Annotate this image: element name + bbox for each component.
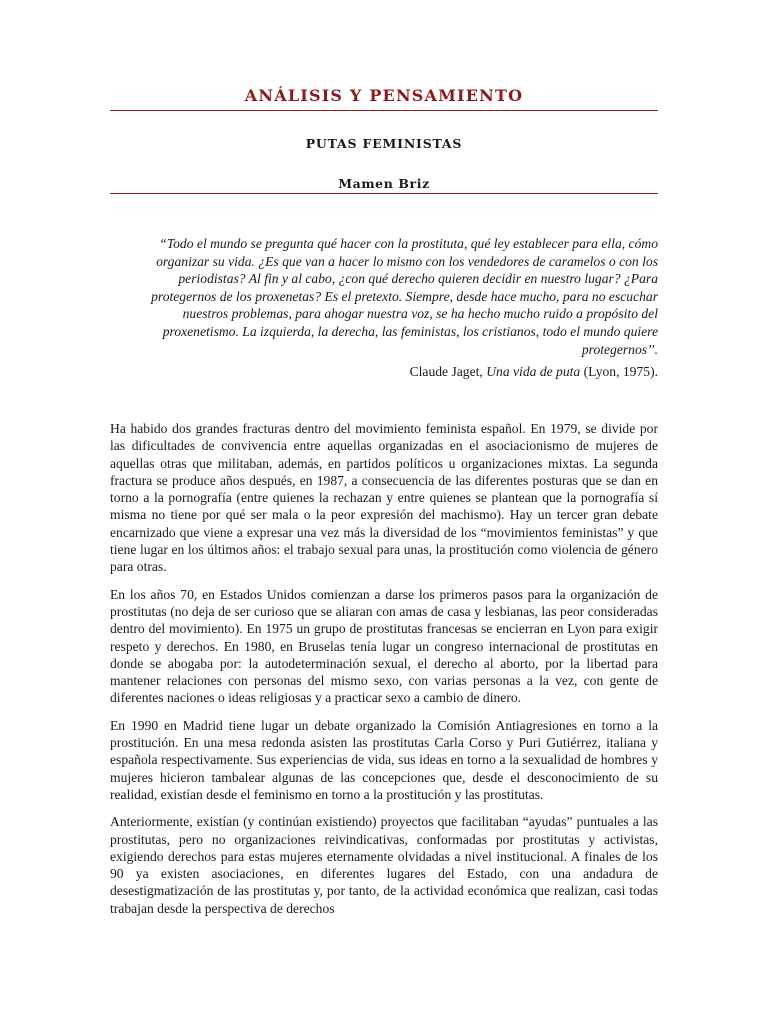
article-body	[110, 420, 658, 927]
body-paragraph: Ha habido dos grandes fracturas dentro del movimiento feminista español. En 1979, se divide por las dificultades de convivencia entre aquellas organizadas en el asociacionismo de mujeres de aquellas otras que militaban, además, en partidos políticos u organizaciones mixtas. La segunda fractura se produce años después, en 1987, a consecuencia de las diferentes posturas que se dan en torno a la pornografía (entre quienes la rechazan y entre quienes se plantean que la pornografía sí misma no tiene por qué ser mala o la peor expresión del machismo). Hay un tercer gran debate encarnizado que viene a expresar una vez más la diversidad de los “movimientos feministas” y que tiene lugar en los últimos años: el trabajo sexual para unas, la prostitución como violencia de género para otras.	[110, 421, 658, 575]
citation-author: Claude Jaget,	[409, 364, 487, 379]
citation-work: Una vida de puta	[486, 364, 581, 379]
body-paragraph: Anteriormente, existían (y continúan existiendo) proyectos que facilitaban “ayudas” puntuales a las prostitutas, pero no organizaciones reivindicativas, conformadas por prostitutas y activistas, exigiendo derechos para estas mujeres eternamente olvidadas a nivel institucional. A finales de los 90 ya existen asociaciones, en diferentes lugares del Estado, con una andadura de desestigmatización de las prostitutas y, por tanto, de la actividad económica que realizan, casi todas trabajan desde la perspectiva de derechos	[110, 814, 658, 916]
epigraph-quote: “Todo el mundo se pregunta qué hacer con la prostituta, qué ley establecer para ella, cómo organizar su vida. ¿Es que van a hacer lo mismo con los vendedores de caramelos o con los periodistas? Al fin y al cabo, ¿con qué derecho quieren decidir en nuestro lugar? ¿Para protegernos de los proxenetas? Es el pretexto. Siempre, desde hace mucho, para no escuchar nuestros problemas, para ahogar nuestra voz, se ha hecho mucho ruido a propósito del proxenetismo. La izquierda, la derecha, las feministas, los cristianos, todo el mundo quiere protegernos’’.	[151, 236, 658, 357]
header-divider	[110, 110, 658, 111]
citation-details: (Lyon, 1975).	[580, 364, 658, 379]
body-paragraph: En 1990 en Madrid tiene lugar un debate organizado la Comisión Antiagresiones en torno a la prostitución. En una mesa redonda asisten las prostitutas Carla Corso y Puri Gutiérrez, italiana y española respectivamente. Sus experiencias de vida, sus ideas en torno a la sexualidad de hombres y mujeres hicieron tambalear algunas de las concepciones que, desde el desconocimiento de su realidad, existían desde el feminismo en torno a la prostitución y las prostitutas.	[110, 717, 658, 802]
section-title: ANÁLISIS Y PENSAMIENTO	[244, 86, 524, 105]
epigraph-citation	[110, 363, 658, 381]
article-author: Mamen Briz	[338, 176, 430, 191]
body-paragraph: En los años 70, en Estados Unidos comienzan a darse los primeros pasos para la organización de prostitutas (no deja de ser curioso que se aliaran con amas de casa y lesbianas, las peor consideradas dentro del movimiento). En 1975 un grupo de prostitutas francesas se encierran en Lyon para exigir respeto y derechos. En 1980, en Bruselas tenía lugar un congreso internacional de prostitutas en donde se abogaba por: la autodeterminación sexual, el derecho al aborto, por la libertad para mantener relaciones con personas del mismo sexo, con varias personas a la vez, con gente de diferentes naciones o ideas religiosas y a practicar sexo a cambio de dinero.	[110, 586, 658, 706]
article-title: PUTAS FEMINISTAS	[305, 136, 463, 151]
title-divider	[110, 193, 658, 194]
